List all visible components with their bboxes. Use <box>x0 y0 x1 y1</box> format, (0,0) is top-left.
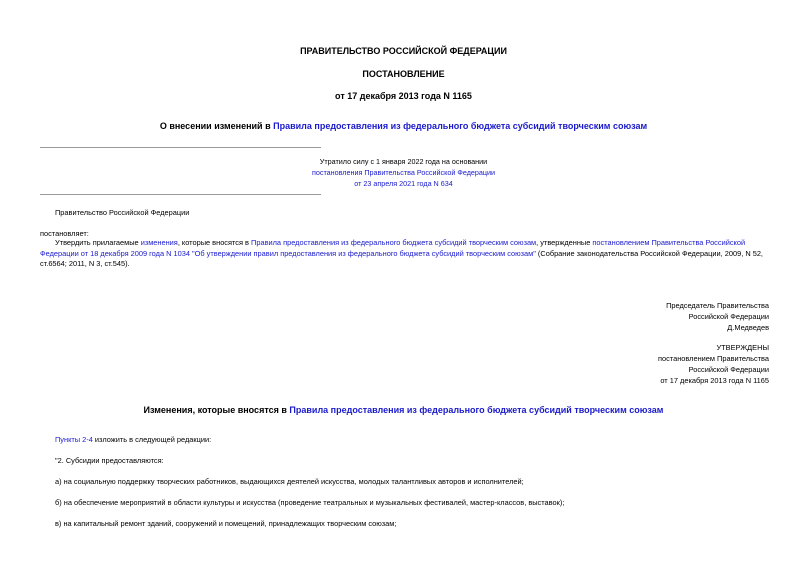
points-link[interactable]: Пункты 2-4 <box>55 435 93 444</box>
rules-link[interactable]: Правила предоставления из федерального бюджета субсидий творческим союзам <box>251 238 537 247</box>
divider-bottom <box>40 194 321 195</box>
approval-line1: УТВЕРЖДЕНЫ <box>716 343 769 352</box>
approval-line4: от 17 декабря 2013 года N 1165 <box>660 376 769 385</box>
changes-link[interactable]: изменения <box>140 238 178 247</box>
point-2: "2. Субсидии предоставляются: <box>55 456 164 465</box>
changes-title <box>0 405 807 415</box>
point-2a: а) на социальную поддержку творческих работников, выдающихся деятелей искусства, молодых талантливых авторов и исполнителей; <box>55 477 524 486</box>
changes-intro <box>55 435 211 444</box>
document-type: ПОСТАНОВЛЕНИЕ <box>362 69 445 79</box>
government-heading: ПРАВИТЕЛЬСТВО РОССИЙСКОЙ ФЕДЕРАЦИИ <box>300 46 507 56</box>
point-2v: в) на капитальный ремонт зданий, сооружений и помещений, принадлежащих творческим союзам; <box>55 519 397 528</box>
decrees-text: постановляет: <box>40 229 89 238</box>
document-title-link[interactable]: Правила предоставления из федерального бюджета субсидий творческим союзам <box>273 121 648 131</box>
divider-top <box>40 147 321 148</box>
main-text-part3: , утвержденные <box>536 238 593 247</box>
expiry-note-line1: Утратило силу с 1 января 2022 года на основании <box>319 157 488 166</box>
main-text-part4: (Собрание законодательства Российской Федерации, 2009, N 52, ст.6564; 2011, N 3, ст.545). <box>40 248 763 268</box>
issuer-text: Правительство Российской Федерации <box>55 208 190 217</box>
expiry-note <box>40 156 767 189</box>
changes-intro-text: изложить в следующей редакции: <box>92 435 212 444</box>
signature-line3: Д.Медведев <box>727 323 769 332</box>
point-2b: б) на обеспечение мероприятий в области культуры и искусства (проведение театральных и музыкальных фестивалей, мастер-классов, выставок); <box>55 498 565 507</box>
approval-block <box>658 342 769 386</box>
main-paragraph <box>40 238 770 270</box>
document-title <box>0 121 807 131</box>
changes-title-prefix: Изменения, которые вносятся в <box>143 405 290 415</box>
main-text-part1: Утвердить прилагаемые <box>55 238 141 247</box>
signature-block <box>666 300 769 333</box>
approval-line2: постановлением Правительства <box>658 354 769 363</box>
changes-title-link[interactable]: Правила предоставления из федерального бюджета субсидий творческим союзам <box>289 405 664 415</box>
decree-1034-link[interactable]: постановлением Правительства Российской Федерации от 18 декабря 2009 года N 1034 "Об утверждении правил предоставления из федерального бюджета субсидий творческим союзам" <box>40 238 746 258</box>
expiry-note-date-link[interactable]: от 23 апреля 2021 года N 634 <box>354 179 453 188</box>
signature-line1: Председатель Правительства <box>666 301 769 310</box>
approval-line3: Российской Федерации <box>688 365 769 374</box>
main-text-part2: , которые вносятся в <box>177 238 252 247</box>
expiry-note-decree-link[interactable]: постановления Правительства Российской Федерации <box>311 168 496 177</box>
document-title-prefix: О внесении изменений в <box>159 121 274 131</box>
signature-line2: Российской Федерации <box>688 312 769 321</box>
document-date-number: от 17 декабря 2013 года N 1165 <box>335 91 472 101</box>
